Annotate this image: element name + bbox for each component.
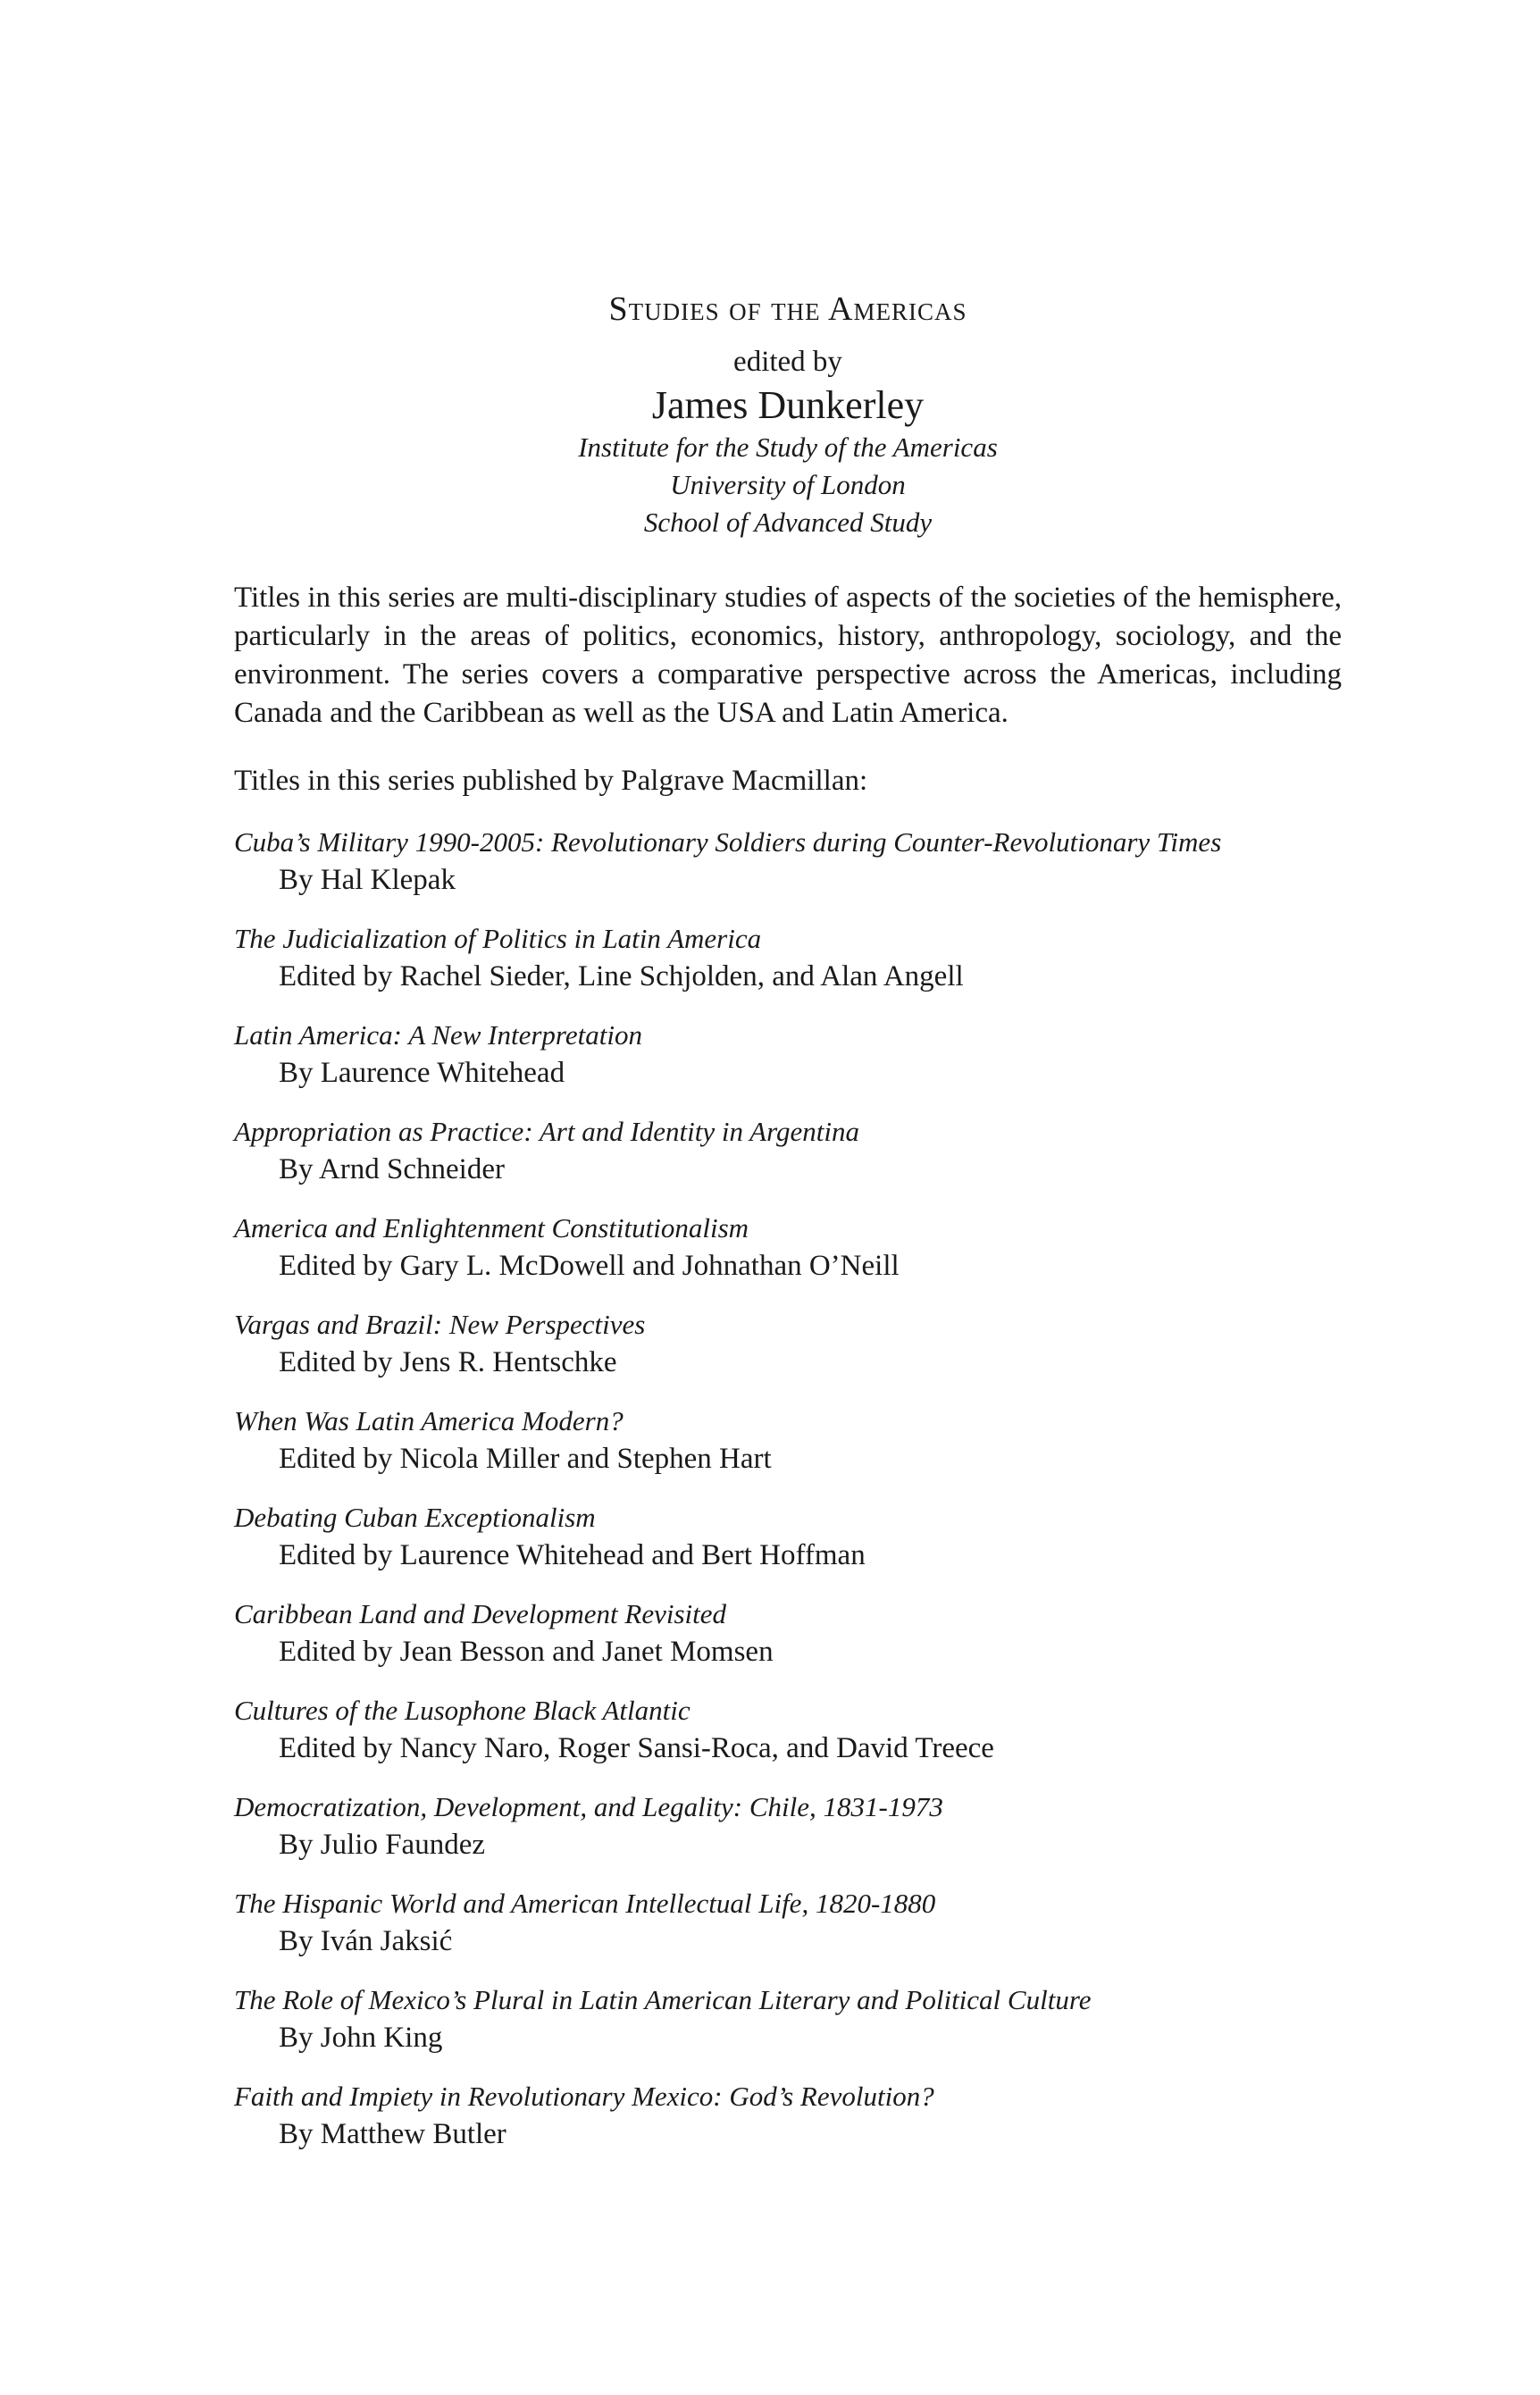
series-description: Titles in this series are multi-disciplinary studies of aspects of the societies of the hemisphere, particularly in the areas of politics, economics, history, anthropology, sociology, and the environment. The series covers a comparative perspective across the Americas, including Canada and the Caribbean as well as the USA and Latin America.: [234, 582, 1342, 729]
book-author: Edited by Rachel Sieder, Line Schjolden, and Alan Angell: [279, 960, 964, 992]
list-item: [234, 1306, 1342, 1381]
list-item: [234, 1981, 1342, 2056]
list-item: [234, 1403, 1342, 1478]
book-author: By Hal Klepak: [279, 864, 456, 896]
book-author: Edited by Gary L. McDowell and Johnathan O’Neill: [279, 1250, 900, 1282]
editor-name: James Dunkerley: [651, 383, 925, 427]
book-title: Caribbean Land and Development Revisited: [234, 1598, 727, 1629]
book-title: Appropriation as Practice: Art and Identity in Argentina: [234, 1116, 860, 1147]
list-item: [234, 1595, 1342, 1671]
book-author: Edited by Laurence Whitehead and Bert Hoffman: [279, 1539, 866, 1571]
list-item: [234, 2078, 1342, 2153]
book-title: Cuba’s Military 1990-2005: Revolutionary Soldiers during Counter-Revolutionary Times: [234, 826, 1222, 858]
book-title: Cultures of the Lusophone Black Atlantic: [234, 1695, 690, 1726]
book-author: Edited by Jens R. Hentschke: [279, 1346, 617, 1378]
affiliation-school: School of Advanced Study: [643, 507, 933, 538]
list-item: [234, 1692, 1342, 1767]
list-item: [234, 1885, 1342, 1960]
page: [234, 286, 1342, 2174]
book-title: The Role of Mexico’s Plural in Latin American Literary and Political Culture: [234, 1984, 1092, 2015]
book-author: By Arnd Schneider: [279, 1153, 505, 1185]
list-item: [234, 1499, 1342, 1574]
edited-by-label: edited by: [733, 346, 842, 378]
list-item: [234, 920, 1342, 995]
book-title: America and Enlightenment Constitutionalism: [234, 1212, 749, 1244]
titles-intro: Titles in this series published by Palgrave Macmillan:: [234, 765, 868, 797]
list-item: [234, 824, 1342, 899]
affiliation-university: University of London: [670, 469, 906, 500]
book-author: By Iván Jaksić: [279, 1925, 453, 1957]
book-author: By Laurence Whitehead: [279, 1057, 565, 1089]
book-title: Latin America: A New Interpretation: [234, 1019, 642, 1051]
book-author: Edited by Nancy Naro, Roger Sansi-Roca, and David Treece: [279, 1732, 994, 1764]
book-author: By Matthew Butler: [279, 2118, 506, 2150]
affiliation-institute: Institute for the Study of the Americas: [578, 431, 998, 463]
book-title: The Hispanic World and American Intellectual Life, 1820-1880: [234, 1888, 936, 1919]
list-item: [234, 1113, 1342, 1188]
book-title: Debating Cuban Exceptionalism: [234, 1502, 596, 1533]
book-title: Vargas and Brazil: New Perspectives: [234, 1309, 646, 1340]
book-author: By Julio Faundez: [279, 1829, 485, 1861]
book-author: By John King: [279, 2022, 443, 2054]
book-author: Edited by Nicola Miller and Stephen Hart: [279, 1443, 772, 1475]
book-author: Edited by Jean Besson and Janet Momsen: [279, 1636, 774, 1668]
book-title: Democratization, Development, and Legality: Chile, 1831-1973: [234, 1791, 943, 1822]
list-item: [234, 1210, 1342, 1285]
book-title: Faith and Impiety in Revolutionary Mexico: God’s Revolution?: [234, 2081, 934, 2112]
series-title: Studies of the Americas: [608, 290, 967, 328]
book-title: When Was Latin America Modern?: [234, 1405, 624, 1436]
list-item: [234, 1017, 1342, 1092]
titles-list: [234, 824, 1342, 2153]
book-title: The Judicialization of Politics in Latin America: [234, 923, 762, 954]
list-item: [234, 1788, 1342, 1863]
